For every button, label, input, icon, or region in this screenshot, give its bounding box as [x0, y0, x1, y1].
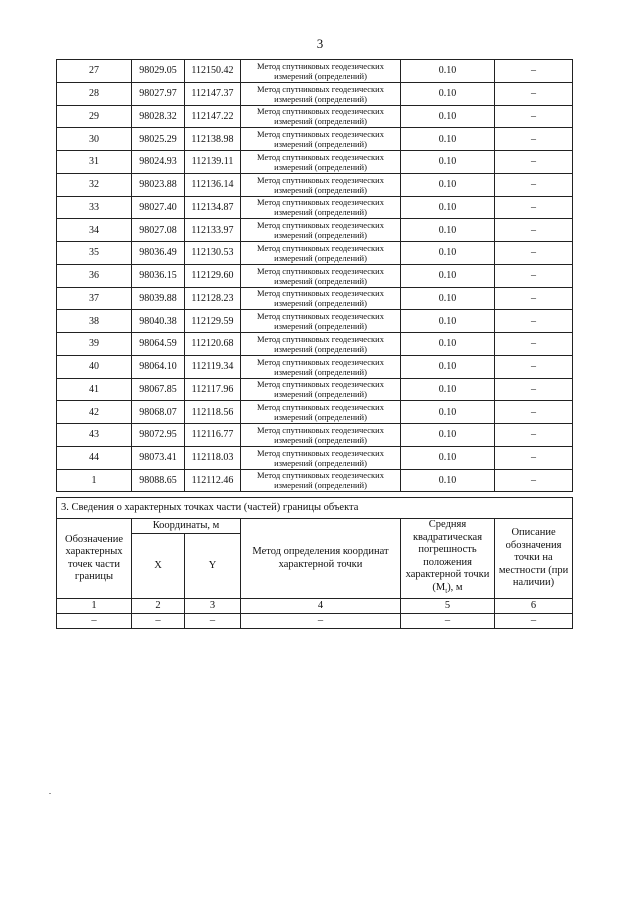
accuracy-cell: 0.10 [401, 424, 495, 447]
method-cell [241, 128, 401, 151]
description-cell: – [495, 82, 573, 105]
description-cell: – [495, 105, 573, 128]
method-line2: измерений (определений) [274, 275, 367, 286]
method-line1: Метод спутниковых геодезических [257, 447, 384, 458]
method-line1: Метод спутниковых геодезических [257, 242, 384, 253]
accuracy-cell: 0.10 [401, 401, 495, 424]
y-coordinate-cell: 112120.68 [185, 333, 241, 356]
method-line1: Метод спутниковых геодезических [257, 379, 384, 390]
method-line2: измерений (определений) [274, 389, 367, 400]
accuracy-cell: 0.10 [401, 82, 495, 105]
method-cell [241, 333, 401, 356]
description-cell: – [495, 446, 573, 469]
method-cell [241, 219, 401, 242]
method-line1: Метод спутниковых геодезических [257, 106, 384, 117]
accuracy-cell: 0.10 [401, 355, 495, 378]
accuracy-cell: 0.10 [401, 242, 495, 265]
method-line2: измерений (определений) [274, 93, 367, 104]
accuracy-cell: 0.10 [401, 219, 495, 242]
table-row [57, 264, 573, 287]
y-coordinate-cell: 112133.97 [185, 219, 241, 242]
empty-cell: – [241, 614, 401, 629]
header-y: Y [185, 534, 241, 599]
method-cell [241, 60, 401, 83]
x-coordinate-cell: 98025.29 [132, 128, 185, 151]
method-line2: измерений (определений) [274, 207, 367, 218]
table-row [57, 196, 573, 219]
y-coordinate-cell: 112150.42 [185, 60, 241, 83]
point-number-cell: 38 [57, 310, 132, 333]
y-coordinate-cell: 112147.37 [185, 82, 241, 105]
point-number-cell: 29 [57, 105, 132, 128]
method-line2: измерений (определений) [274, 298, 367, 309]
point-number-cell: 30 [57, 128, 132, 151]
method-cell [241, 310, 401, 333]
empty-data-row [57, 614, 573, 629]
method-cell [241, 242, 401, 265]
method-line1: Метод спутниковых геодезических [257, 151, 384, 162]
method-line2: измерений (определений) [274, 116, 367, 127]
coordinates-table [56, 59, 573, 492]
empty-cell: – [132, 614, 185, 629]
accuracy-cell: 0.10 [401, 105, 495, 128]
point-number-cell: 27 [57, 60, 132, 83]
section-title: 3. Сведения о характерных точках части (частей) границы объекта [57, 498, 573, 519]
point-number-cell: 35 [57, 242, 132, 265]
description-cell: – [495, 242, 573, 265]
method-cell [241, 446, 401, 469]
method-cell [241, 173, 401, 196]
x-coordinate-cell: 98067.85 [132, 378, 185, 401]
method-line1: Метод спутниковых геодезических [257, 333, 384, 344]
description-cell: – [495, 264, 573, 287]
method-cell [241, 287, 401, 310]
table-row [57, 310, 573, 333]
method-line1: Метод спутниковых геодезических [257, 174, 384, 185]
method-line1: Метод спутниковых геодезических [257, 129, 384, 140]
x-coordinate-cell: 98040.38 [132, 310, 185, 333]
header-accuracy: Средняя квадратическая погрешность положения характерной точки $(M_t)$, м [401, 519, 495, 599]
method-cell [241, 469, 401, 492]
x-coordinate-cell: 98029.05 [132, 60, 185, 83]
description-cell: – [495, 128, 573, 151]
method-line2: измерений (определений) [274, 480, 367, 491]
y-coordinate-cell: 112134.87 [185, 196, 241, 219]
method-line1: Метод спутниковых геодезических [257, 197, 384, 208]
accuracy-cell: 0.10 [401, 378, 495, 401]
x-coordinate-cell: 98027.08 [132, 219, 185, 242]
point-number-cell: 37 [57, 287, 132, 310]
description-cell: – [495, 196, 573, 219]
y-coordinate-cell: 112118.56 [185, 401, 241, 424]
point-number-cell: 28 [57, 82, 132, 105]
method-line1: Метод спутниковых геодезических [257, 265, 384, 276]
y-coordinate-cell: 112117.96 [185, 378, 241, 401]
accuracy-cell: 0.10 [401, 128, 495, 151]
point-number-cell: 42 [57, 401, 132, 424]
method-cell [241, 355, 401, 378]
accuracy-cell: 0.10 [401, 446, 495, 469]
column-number-cell: 3 [185, 599, 241, 614]
description-cell: – [495, 151, 573, 174]
method-line2: измерений (определений) [274, 343, 367, 354]
description-cell: – [495, 401, 573, 424]
empty-cell: – [401, 614, 495, 629]
x-coordinate-cell: 98068.07 [132, 401, 185, 424]
method-cell [241, 401, 401, 424]
table-row [57, 355, 573, 378]
y-coordinate-cell: 112129.60 [185, 264, 241, 287]
header-method: Метод определения координат характерной точки [241, 519, 401, 599]
x-coordinate-cell: 98036.49 [132, 242, 185, 265]
table-row [57, 219, 573, 242]
header-x: X [132, 534, 185, 599]
table-row [57, 242, 573, 265]
table-row [57, 151, 573, 174]
method-line2: измерений (определений) [274, 457, 367, 468]
point-number-cell: 31 [57, 151, 132, 174]
x-coordinate-cell: 98088.65 [132, 469, 185, 492]
y-coordinate-cell: 112139.11 [185, 151, 241, 174]
table-row [57, 105, 573, 128]
description-cell: – [495, 378, 573, 401]
table-row [57, 446, 573, 469]
table-row [57, 378, 573, 401]
method-line1: Метод спутниковых геодезических [257, 83, 384, 94]
y-coordinate-cell: 112130.53 [185, 242, 241, 265]
header-coordinates: Координаты, м [132, 519, 241, 534]
empty-cell: – [185, 614, 241, 629]
x-coordinate-cell: 98027.97 [132, 82, 185, 105]
y-coordinate-cell: 112147.22 [185, 105, 241, 128]
table-row [57, 333, 573, 356]
y-coordinate-cell: 112116.77 [185, 424, 241, 447]
accuracy-cell: 0.10 [401, 60, 495, 83]
point-number-cell: 44 [57, 446, 132, 469]
method-cell [241, 105, 401, 128]
method-cell [241, 378, 401, 401]
method-line1: Метод спутниковых геодезических [257, 60, 384, 71]
point-number-cell: 34 [57, 219, 132, 242]
header-point-designation: Обозначение характерных точек части границы [57, 519, 132, 599]
y-coordinate-cell: 112136.14 [185, 173, 241, 196]
description-cell: – [495, 173, 573, 196]
x-coordinate-cell: 98039.88 [132, 287, 185, 310]
y-coordinate-cell: 112119.34 [185, 355, 241, 378]
point-number-cell: 36 [57, 264, 132, 287]
page-number: 3 [316, 36, 324, 51]
point-number-cell: 1 [57, 469, 132, 492]
accuracy-cell: 0.10 [401, 333, 495, 356]
description-cell: – [495, 287, 573, 310]
method-cell [241, 151, 401, 174]
method-line1: Метод спутниковых геодезических [257, 356, 384, 367]
method-line2: измерений (определений) [274, 366, 367, 377]
method-cell [241, 424, 401, 447]
y-coordinate-cell: 112128.23 [185, 287, 241, 310]
description-cell: – [495, 355, 573, 378]
point-number-cell: 39 [57, 333, 132, 356]
method-line2: измерений (определений) [274, 184, 367, 195]
method-line1: Метод спутниковых геодезических [257, 220, 384, 231]
method-cell [241, 196, 401, 219]
description-cell: – [495, 60, 573, 83]
table-row [57, 401, 573, 424]
description-cell: – [495, 469, 573, 492]
x-coordinate-cell: 98064.59 [132, 333, 185, 356]
empty-cell: – [57, 614, 132, 629]
method-line2: измерений (определений) [274, 412, 367, 423]
y-coordinate-cell: 112129.59 [185, 310, 241, 333]
method-line1: Метод спутниковых геодезических [257, 424, 384, 435]
description-cell: – [495, 219, 573, 242]
method-line1: Метод спутниковых геодезических [257, 311, 384, 322]
method-line2: измерений (определений) [274, 230, 367, 241]
empty-cell: – [495, 614, 573, 629]
method-line2: измерений (определений) [274, 434, 367, 445]
table-row [57, 469, 573, 492]
accuracy-cell: 0.10 [401, 469, 495, 492]
method-line2: измерений (определений) [274, 139, 367, 150]
method-cell [241, 264, 401, 287]
column-number-cell: 2 [132, 599, 185, 614]
column-number-cell: 5 [401, 599, 495, 614]
x-coordinate-cell: 98036.15 [132, 264, 185, 287]
description-cell: – [495, 310, 573, 333]
x-coordinate-cell: 98073.41 [132, 446, 185, 469]
description-cell: – [495, 424, 573, 447]
accuracy-cell: 0.10 [401, 310, 495, 333]
x-coordinate-cell: 98072.95 [132, 424, 185, 447]
parts-table [56, 497, 573, 629]
column-numbers-row [57, 599, 573, 614]
x-coordinate-cell: 98064.10 [132, 355, 185, 378]
method-line2: измерений (определений) [274, 321, 367, 332]
scan-speck [49, 793, 51, 794]
description-cell: – [495, 333, 573, 356]
point-number-cell: 40 [57, 355, 132, 378]
method-line1: Метод спутниковых геодезических [257, 402, 384, 413]
x-coordinate-cell: 98023.88 [132, 173, 185, 196]
table-row [57, 60, 573, 83]
x-coordinate-cell: 98024.93 [132, 151, 185, 174]
accuracy-cell: 0.10 [401, 264, 495, 287]
x-coordinate-cell: 98027.40 [132, 196, 185, 219]
y-coordinate-cell: 112138.98 [185, 128, 241, 151]
header-description: Описание обозначения точки на местности (при наличии) [495, 519, 573, 599]
table-row [57, 82, 573, 105]
table-row [57, 424, 573, 447]
accuracy-cell: 0.10 [401, 151, 495, 174]
point-number-cell: 33 [57, 196, 132, 219]
point-number-cell: 41 [57, 378, 132, 401]
table-row [57, 287, 573, 310]
x-coordinate-cell: 98028.32 [132, 105, 185, 128]
accuracy-cell: 0.10 [401, 287, 495, 310]
method-line2: измерений (определений) [274, 161, 367, 172]
column-number-cell: 6 [495, 599, 573, 614]
point-number-cell: 43 [57, 424, 132, 447]
column-number-cell: 4 [241, 599, 401, 614]
method-line2: измерений (определений) [274, 70, 367, 81]
table-row [57, 173, 573, 196]
method-line1: Метод спутниковых геодезических [257, 470, 384, 481]
method-line1: Метод спутниковых геодезических [257, 288, 384, 299]
column-number-cell: 1 [57, 599, 132, 614]
table-row [57, 128, 573, 151]
point-number-cell: 32 [57, 173, 132, 196]
accuracy-cell: 0.10 [401, 196, 495, 219]
method-cell [241, 82, 401, 105]
accuracy-cell: 0.10 [401, 173, 495, 196]
y-coordinate-cell: 112112.46 [185, 469, 241, 492]
y-coordinate-cell: 112118.03 [185, 446, 241, 469]
method-line2: измерений (определений) [274, 252, 367, 263]
